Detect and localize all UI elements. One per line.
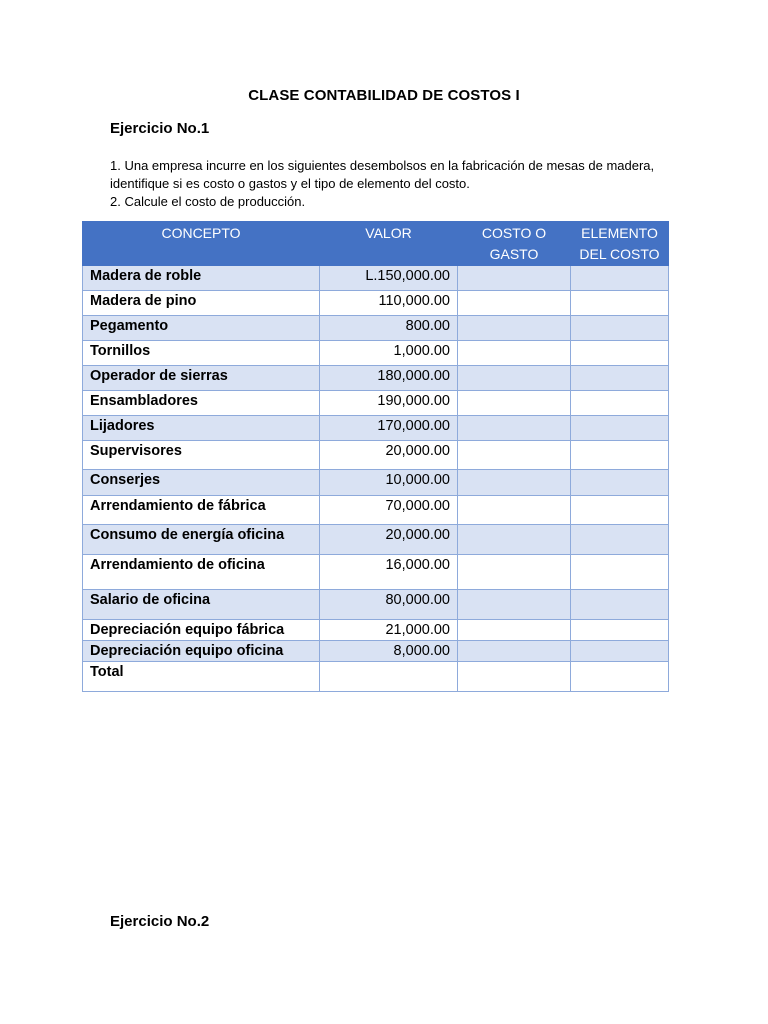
- cost-or-expense-cell: [458, 496, 571, 525]
- table-row: [83, 291, 669, 316]
- table-header-row: [83, 222, 669, 266]
- concept-cell: Salario de oficina: [83, 590, 320, 620]
- value-cell: 20,000.00: [320, 525, 458, 555]
- value-cell: 16,000.00: [320, 555, 458, 590]
- cost-or-expense-cell: [458, 316, 571, 341]
- cost-or-expense-cell: [458, 620, 571, 641]
- header-cost-element: ELEMENTO DEL COSTO: [571, 222, 669, 266]
- cost-element-cell: [571, 341, 669, 366]
- cost-element-cell: [571, 620, 669, 641]
- table-row: [83, 441, 669, 470]
- total-label: Total: [83, 662, 320, 692]
- value-cell: 190,000.00: [320, 391, 458, 416]
- table-row: [83, 590, 669, 620]
- value-cell: L.150,000.00: [320, 266, 458, 291]
- concept-cell: Conserjes: [83, 470, 320, 496]
- cost-element-cell: [571, 291, 669, 316]
- cost-or-expense-cell: [458, 366, 571, 391]
- cost-element-cell: [571, 316, 669, 341]
- value-cell: 110,000.00: [320, 291, 458, 316]
- value-cell: 800.00: [320, 316, 458, 341]
- concept-cell: Tornillos: [83, 341, 320, 366]
- cost-or-expense-cell: [458, 291, 571, 316]
- concept-cell: Consumo de energía oficina: [83, 525, 320, 555]
- value-cell: 80,000.00: [320, 590, 458, 620]
- concept-cell: Pegamento: [83, 316, 320, 341]
- document-title: CLASE CONTABILIDAD DE COSTOS I: [248, 87, 520, 104]
- exercise-2-heading: Ejercicio No.2: [110, 913, 210, 930]
- value-cell: 20,000.00: [320, 441, 458, 470]
- table-row: [83, 416, 669, 441]
- value-cell: 170,000.00: [320, 416, 458, 441]
- total-cost-or-expense-cell: [458, 662, 571, 692]
- cost-element-cell: [571, 496, 669, 525]
- cost-or-expense-cell: [458, 416, 571, 441]
- cost-element-cell: [571, 441, 669, 470]
- cost-element-cell: [571, 391, 669, 416]
- total-value-cell: [320, 662, 458, 692]
- cost-or-expense-cell: [458, 641, 571, 662]
- exercise-1-heading: Ejercicio No.1: [110, 120, 210, 137]
- table-row: [83, 555, 669, 590]
- cost-element-cell: [571, 641, 669, 662]
- value-cell: 1,000.00: [320, 341, 458, 366]
- cost-element-cell: [571, 555, 669, 590]
- concept-cell: Operador de sierras: [83, 366, 320, 391]
- concept-cell: Depreciación equipo oficina: [83, 641, 320, 662]
- cost-or-expense-cell: [458, 441, 571, 470]
- value-cell: 21,000.00: [320, 620, 458, 641]
- concept-cell: Madera de pino: [83, 291, 320, 316]
- table-row: [83, 366, 669, 391]
- cost-or-expense-cell: [458, 266, 571, 291]
- concept-cell: Arrendamiento de fábrica: [83, 496, 320, 525]
- cost-or-expense-cell: [458, 590, 571, 620]
- table-row: [83, 641, 669, 662]
- cost-element-cell: [571, 525, 669, 555]
- concept-cell: Madera de roble: [83, 266, 320, 291]
- cost-element-cell: [571, 266, 669, 291]
- header-value: VALOR: [320, 222, 458, 266]
- cost-element-cell: [571, 590, 669, 620]
- value-cell: 70,000.00: [320, 496, 458, 525]
- value-cell: 10,000.00: [320, 470, 458, 496]
- cost-element-cell: [571, 416, 669, 441]
- cost-or-expense-cell: [458, 555, 571, 590]
- concept-cell: Depreciación equipo fábrica: [83, 620, 320, 641]
- total-cost-element-cell: [571, 662, 669, 692]
- concept-cell: Ensambladores: [83, 391, 320, 416]
- exercise-1-instructions: [110, 157, 670, 211]
- instruction-2: 2. Calcule el costo de producción.: [110, 194, 306, 209]
- table-row: [83, 316, 669, 341]
- cost-element-cell: [571, 470, 669, 496]
- concept-cell: Lijadores: [83, 416, 320, 441]
- cost-or-expense-cell: [458, 391, 571, 416]
- header-cost-or-expense: COSTO O GASTO: [458, 222, 571, 266]
- table-row: [83, 525, 669, 555]
- instruction-1: 1. Una empresa incurre en los siguientes desembolsos en la fabricación de mesas de madera, identifique si es costo o gastos y el tipo de elemento del costo.: [110, 158, 655, 191]
- header-concept: CONCEPTO: [83, 222, 320, 266]
- concept-cell: Arrendamiento de oficina: [83, 555, 320, 590]
- cost-element-cell: [571, 366, 669, 391]
- table-row: [83, 620, 669, 641]
- total-row: [83, 662, 669, 692]
- table-row: [83, 391, 669, 416]
- table-row: [83, 470, 669, 496]
- cost-or-expense-cell: [458, 341, 571, 366]
- table-body: [83, 266, 669, 692]
- value-cell: 8,000.00: [320, 641, 458, 662]
- table-row: [83, 266, 669, 291]
- cost-or-expense-cell: [458, 525, 571, 555]
- cost-table: [82, 221, 669, 692]
- concept-cell: Supervisores: [83, 441, 320, 470]
- table-row: [83, 496, 669, 525]
- table-row: [83, 341, 669, 366]
- value-cell: 180,000.00: [320, 366, 458, 391]
- cost-or-expense-cell: [458, 470, 571, 496]
